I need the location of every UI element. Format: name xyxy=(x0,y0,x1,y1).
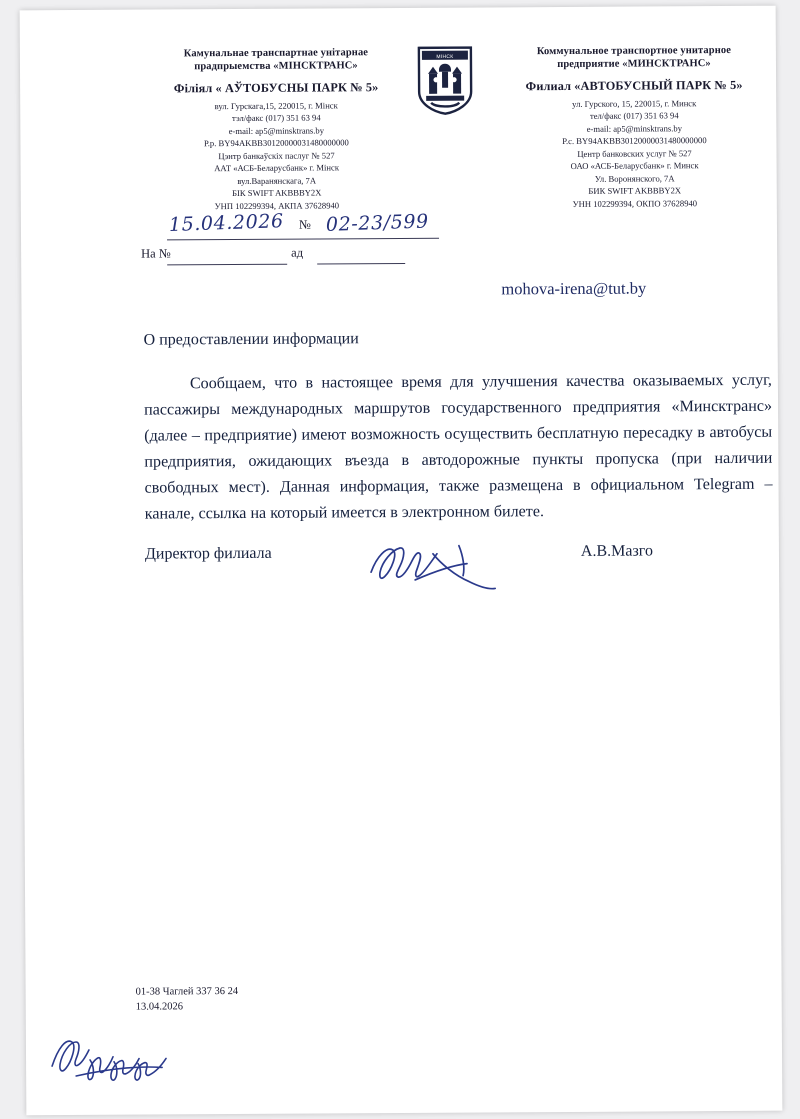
org-name-be-line2: прадпрыемства «МIНСКТРАНС» xyxy=(194,60,358,73)
bank-address-be: вул.Варанянскага, 7А xyxy=(237,175,317,186)
addressee-email: mohova-irena@tut.by xyxy=(501,278,647,299)
email-ru: e-mail: ap5@minsktrans.by xyxy=(586,122,683,134)
minsk-coat-of-arms-icon xyxy=(417,46,473,116)
address-be: вул. Гурскага,15, 220015, г. Мiнск xyxy=(214,99,338,111)
phone-ru: тел/факс (017) 351 63 94 xyxy=(589,110,679,121)
bank-be: ААТ «АСБ-Беларусбанк» г. Мiнск xyxy=(214,162,340,174)
signature-row xyxy=(145,542,773,572)
org-name-be-line1: Камунальнае транспартнае унiтарнае xyxy=(183,47,369,60)
reference-rule-na xyxy=(167,264,287,266)
bank-center-ru: Центр банковских услуг № 527 xyxy=(577,147,692,159)
bank-center-be: Цэнтр банкаўскiх паслуг № 527 xyxy=(218,150,335,161)
letterhead-belarusian xyxy=(142,46,411,212)
address-ru: ул. Гурского, 15, 220015, г. Минск xyxy=(572,97,697,109)
bank-address-ru: Ул. Воронянского, 7А xyxy=(594,172,675,184)
reference-rule-ot xyxy=(317,263,405,265)
org-name-ru-line1: Коммунальное транспортное унитарное xyxy=(536,44,731,58)
document-subject: О предоставлении информации xyxy=(143,330,359,349)
bank-ru: ОАО «АСБ-Беларусбанк» г. Минск xyxy=(570,160,699,172)
document-body: Сообщаем, что в настоящее время для улучшения качества оказываемых услуг, пассажиры международных маршрутов государственного предприятия «Минсктранс» (далее – предприятие) имеют возможность осуществить бесплатную пересадку в автобусы предприятия, ожидающих въезда в автодорожные пункты пропуска (при наличии свободных мест). Данная информация, также размещена в официальном Telegram – канале, ссылка на который имеется в электронном билете. xyxy=(144,371,773,523)
footer-handwritten-signature xyxy=(46,1025,246,1096)
swift-be: БIК SWIFT AKBBBY2X xyxy=(232,187,322,199)
unp-ru: УНН 102299394, ОКПО 37628940 xyxy=(572,197,698,209)
signer-name: А.В.Мазго xyxy=(580,542,653,560)
svg-text:МІНСК: МІНСК xyxy=(436,53,454,61)
account-ru: Р.с. BY94AKBB30120000031480000000 xyxy=(562,135,707,147)
document-date-handwritten: 15.04.2026 xyxy=(168,210,285,237)
reference-rule-top xyxy=(167,238,439,241)
branch-name-be: Фiлiял « АЎТОБУСНЫ ПАРК № 5» xyxy=(173,80,379,96)
na-label: На № xyxy=(141,246,171,261)
swift-ru: БИК SWIFT AKBBBY2X xyxy=(588,185,682,196)
email-be: e-mail: ap5@minsktrans.by xyxy=(228,125,325,136)
letterhead-russian xyxy=(500,44,769,210)
unp-be: УНП 102299394, АКПА 37628940 xyxy=(214,199,340,211)
account-be: Р.р. BY94AKBB30120000031480000000 xyxy=(204,137,349,149)
branch-name-ru: Филиал «АВТОБУСНЫЙ ПАРК № 5» xyxy=(525,77,743,94)
footer-executor: 01-38 Чаглей 337 36 24 xyxy=(135,986,239,998)
org-name-ru-line2: предприятие «МИНСКТРАНС» xyxy=(557,58,711,71)
footer-date: 13.04.2026 xyxy=(135,1001,184,1013)
letter-sheet xyxy=(20,6,783,1116)
phone-be: тэл/факс (017) 351 63 94 xyxy=(231,112,321,124)
document-number-handwritten: 02-23/599 xyxy=(325,210,430,236)
footer-executor-block xyxy=(136,984,239,1015)
ot-label: ад xyxy=(291,245,304,260)
number-label: № xyxy=(298,217,311,232)
signer-position: Директор филиала xyxy=(144,544,272,563)
reference-block xyxy=(141,210,461,273)
